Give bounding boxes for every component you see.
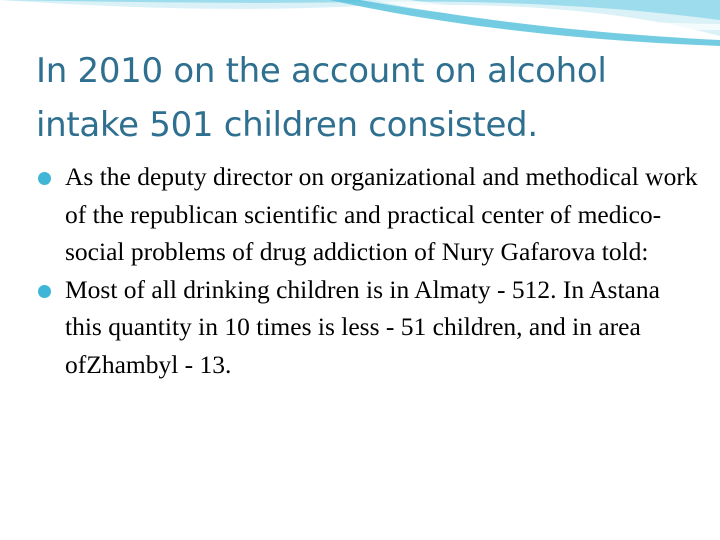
bullet-text: As the deputy director on organizational and methodical work of the republican scientific and practical center of medico-social problems of drug addiction of Nury Gafarova told:: [65, 162, 698, 266]
bullet-dot-icon: [38, 285, 51, 298]
bullet-list: [38, 158, 698, 383]
bullet-text: Most of all drinking children is in Almaty - 512. In Astana this quantity in 10 times is less - 51 children, and in area ofZhambyl - 13.: [65, 274, 660, 379]
slide-title: In 2010 on the account on alcohol intake 501 children consisted.: [36, 51, 607, 145]
bullet-item: [38, 158, 698, 271]
bullet-item: [38, 271, 698, 384]
bullet-dot-icon: [38, 172, 51, 185]
